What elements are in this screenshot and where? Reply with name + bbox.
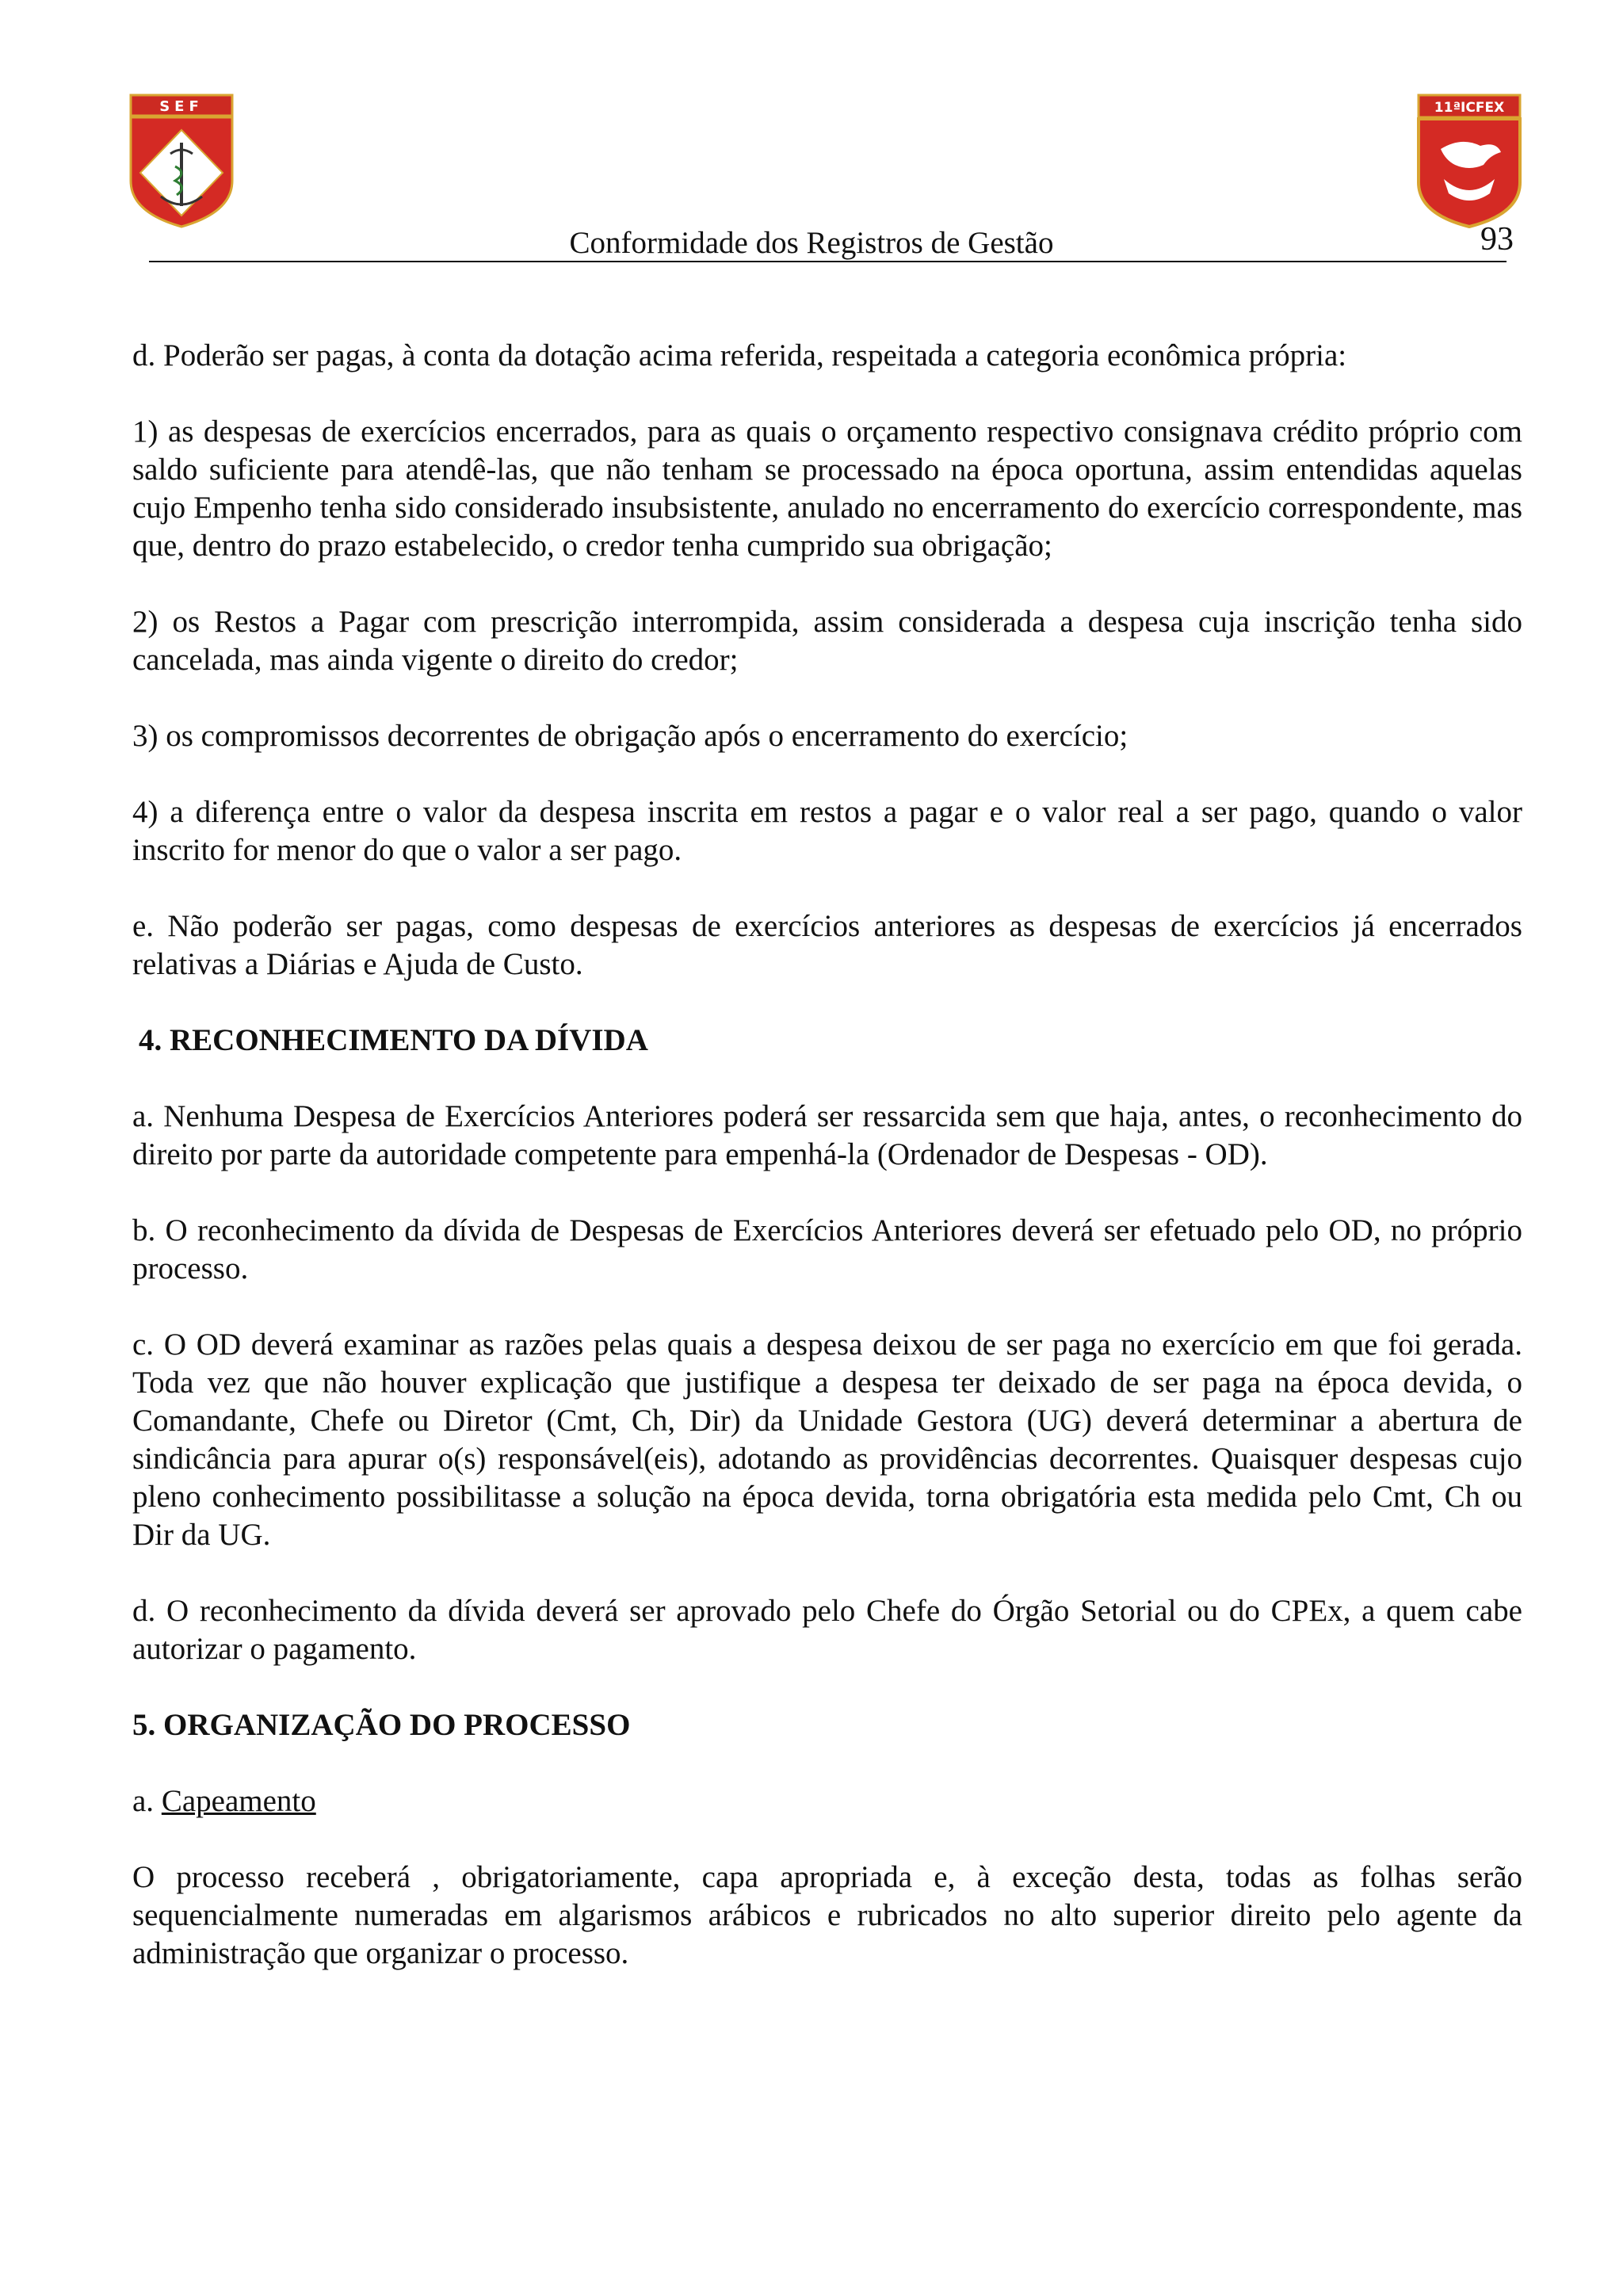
document-header-title: Conformidade dos Registros de Gestão — [569, 226, 1054, 260]
section-heading-4: 4. RECONHECIMENTO DA DÍVIDA — [139, 1023, 648, 1057]
document-body — [132, 337, 1522, 2011]
sef-shield-logo — [129, 94, 234, 228]
paragraph-5a-body: O processo receberá , obrigatoriamente, capa apropriada e, à exceção desta, todas as folhas serão sequencialmente numeradas em algarismos arábicos e rubricados no alto superior direito pelo agente da administração que organizar o processo. — [132, 1860, 1522, 1970]
header-divider — [149, 261, 1507, 262]
list-item-1: 1) as despesas de exercícios encerrados, para as quais o orçamento respectivo consignava crédito próprio com saldo suficiente para atendê-las, que não tenham se processado na época oportuna, assim entendidas aquelas cujo Empenho tenha sido considerado insubsistente, anulado no encerramento do exercício correspondente, mas que, dentro do prazo estabelecido, o credor tenha cumprido sua obrigação; — [132, 415, 1522, 563]
paragraph-4c: c. O OD deverá examinar as razões pelas quais a despesa deixou de ser paga no exercício em que foi gerada. Toda vez que não houver explicação que justifique a despesa ter deixado de ser paga na época devida, o Comandante, Chefe ou Diretor (Cmt, Ch, Dir) da Unidade Gestora (UG) deverá determinar a abertura de sindicância para apurar o(s) responsável(eis), adotando as providências decorrentes. Quaisquer despesas cujo pleno conhecimento possibilitasse a solução na época devida, torna obrigatória esta medida pelo Cmt, Ch ou Dir da UG. — [132, 1328, 1522, 1552]
section-heading-5: 5. ORGANIZAÇÃO DO PROCESSO — [132, 1708, 631, 1742]
paragraph-4a: a. Nenhuma Despesa de Exercícios Anteriores poderá ser ressarcida sem que haja, antes, o reconhecimento do direito por parte da autoridade competente para empenhá-la (Ordenador de Despesas - OD). — [132, 1099, 1522, 1171]
subsection-5a-prefix: a. — [132, 1784, 162, 1818]
svg-text:SEF: SEF — [159, 98, 204, 115]
paragraph-4b: b. O reconhecimento da dívida de Despesas de Exercícios Anteriores deverá ser efetuado pelo OD, no próprio processo. — [132, 1213, 1522, 1286]
list-item-3: 3) os compromissos decorrentes de obrigação após o encerramento do exercício; — [132, 719, 1128, 753]
list-item-4: 4) a diferença entre o valor da despesa inscrita em restos a pagar e o valor real a ser pago, quando o valor inscrito for menor do que o valor a ser pago. — [132, 795, 1522, 867]
svg-text:11ªICFEX: 11ªICFEX — [1434, 100, 1505, 116]
subsection-5a-label: Capeamento — [161, 1784, 316, 1818]
paragraph-e: e. Não poderão ser pagas, como despesas de exercícios anteriores as despesas de exercícios já encerrados relativas a Diárias e Ajuda de Custo. — [132, 909, 1522, 981]
paragraph-d: d. Poderão ser pagas, à conta da dotação acima referida, respeitada a categoria econômica própria: — [132, 338, 1347, 372]
subsection-5a-title — [132, 1782, 1522, 1820]
page-number: 93 — [1480, 221, 1514, 258]
icfex-shield-logo — [1417, 94, 1522, 228]
paragraph-4d: d. O reconhecimento da dívida deverá ser aprovado pelo Chefe do Órgão Setorial ou do CPEx, a quem cabe autorizar o pagamento. — [132, 1594, 1522, 1666]
list-item-2: 2) os Restos a Pagar com prescrição interrompida, assim considerada a despesa cuja inscrição tenha sido cancelada, mas ainda vigente o direito do credor; — [132, 605, 1522, 677]
